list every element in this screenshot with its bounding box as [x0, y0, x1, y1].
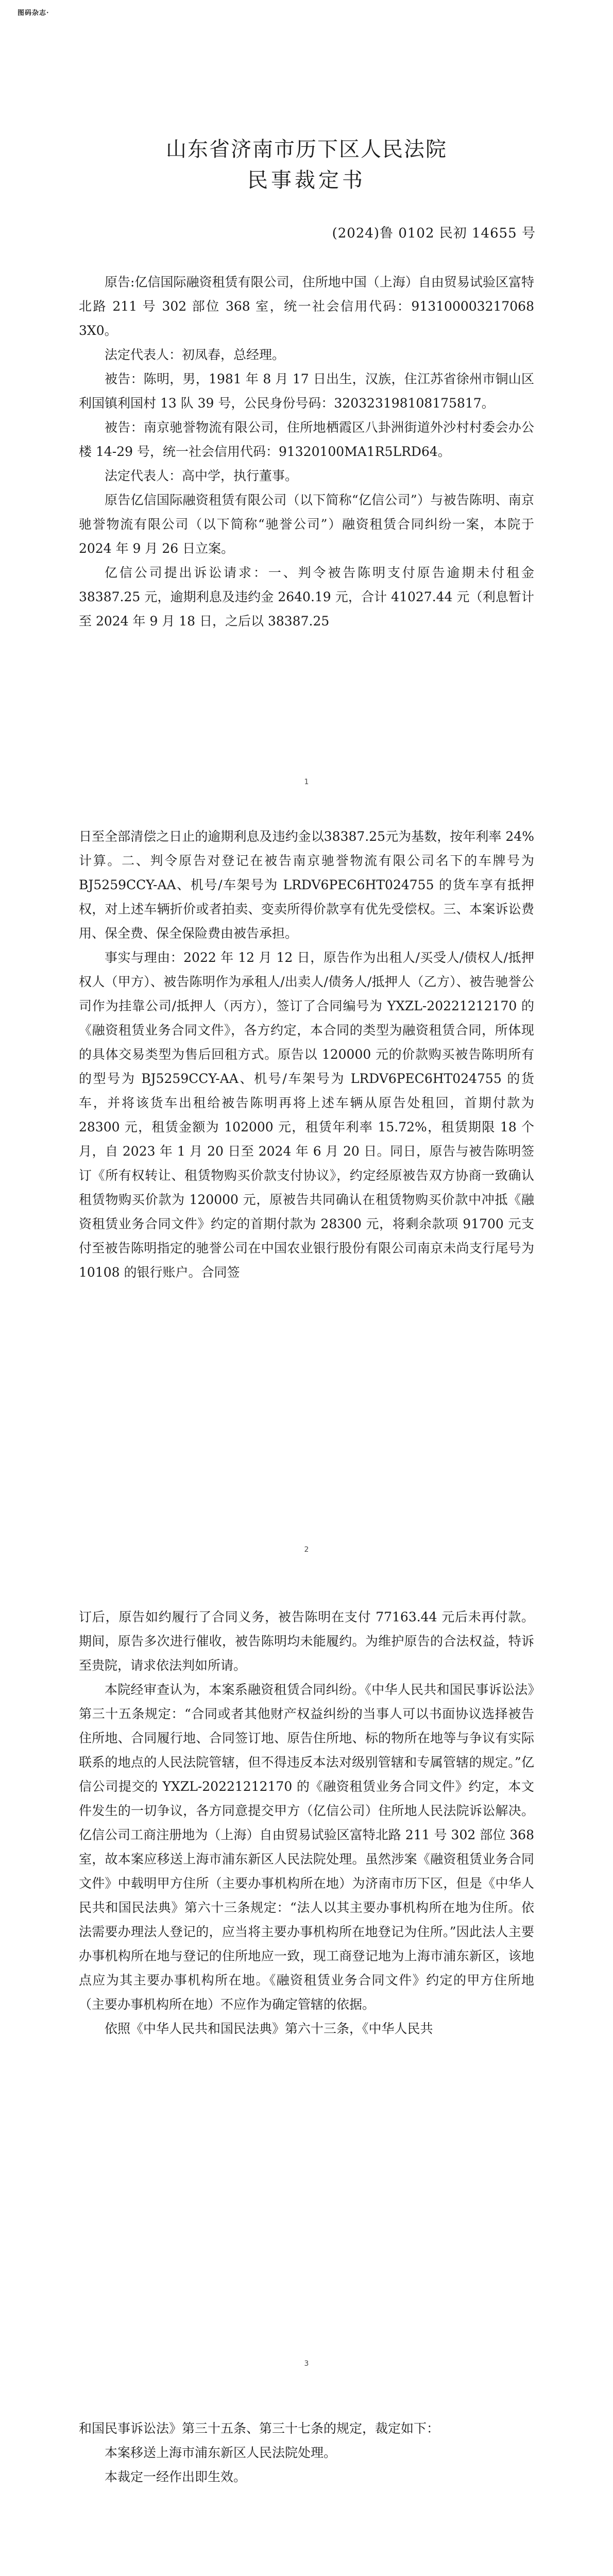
page-3-body	[79, 1605, 534, 2041]
paragraph: 本裁定一经作出即生效。	[105, 2469, 247, 2484]
page-1-body	[79, 270, 534, 633]
page-4-body	[79, 2416, 534, 2489]
paragraph: 事实与理由：2022 年 12 月 12 日，原告作为出租人/买受人/债权人/抵押权人（甲方）、被告陈明作为承租人/出卖人/债务人/抵押人（乙方）、被告驰誉公司作为挂靠公司/抵押人（丙方），签订了合同编号为 YXZL-20221212170 的《融资租赁业务合同文件》，各方约定，本合同的类型为融资租赁合同，所体现的具体交易类型为售后回租方式。原告以 120000 元的价款购买被告陈明所有的型号为 BJ5259CCY-AA、机号/车架号为 LRDV6PEC6HT024755 的货车，并将该货车出租给被告陈明再将上述车辆从原告处租回，首期付款为 28300 元，租赁金额为 102000 元，租赁年利率 15.72%，租赁期限 18 个月，自 2023 年 1 月 20 日至 2024 年 6 月 20 日。同日，原告与被告陈明签订《所有权转让、租赁物购买价款支付协议》，约定经原被告双方协商一致确认租赁物购买价款为 120000 元，原被告共同确认在租赁物购买价款中冲抵《融资租赁业务合同文件》约定的首期付款为 28300 元，将剩余款项 91700 元支付至被告陈明指定的驰誉公司在中国农业银行股份有限公司南京未尚支行尾号为 10108 的银行账户。合同签	[79, 950, 534, 1280]
header-logo	[18, 7, 49, 17]
paragraph: 原告:亿信国际融资租赁有限公司，住所地中国（上海）自由贸易试验区富特北路 211 号 302 部位 368 室，统一社会信用代码：913100003217068 3X0。	[79, 275, 534, 338]
document-title: 民事裁定书	[247, 168, 366, 192]
paragraph: 依照《中华人民共和国民法典》第六十三条，《中华人民共	[105, 2021, 433, 2036]
paragraph: 本院经审查认为，本案系融资租赁合同纠纷。《中华人民共和国民事诉讼法》第三十五条规定：“合同或者其他财产权益纠纷的当事人可以书面协议选择被告住所地、合同履行地、合同签订地、原告住所地、标的物所在地等与争议有实际联系的地点的人民法院管辖，但不得违反本法对级别管辖和专属管辖的规定。”亿信公司提交的 YXZL-20221212170 的《融资租赁业务合同文件》约定，本文件发生的一切争议，各方同意提交甲方（亿信公司）住所地人民法院诉讼解决。亿信公司工商注册地为（上海）自由贸易试验区富特北路 211 号 302 部位 368 室，故本案应移送上海市浦东新区人民法院处理。虽然涉案《融资租赁业务合同文件》中载明甲方住所（主要办事机构所在地）为济南市历下区，但是《中华人民共和国民法典》第六十三条规定：“法人以其主要办事机构所在地为住所。依法需要办理法人登记的，应当将主要办事机构所在地登记为住所。”因此法人主要办事机构所在地与登记的住所地应一致，现工商登记地为上海市浦东新区，该地点应为其主要办事机构所在地。《融资租赁业务合同文件》约定的甲方住所地（主要办事机构所在地）不应作为确定管辖的依据。	[79, 1682, 534, 2012]
page-2-body	[79, 824, 534, 1284]
logo-text: 图码杂志·	[18, 9, 49, 17]
paragraph: 法定代表人：初凤春，总经理。	[105, 347, 285, 362]
page-number: 2	[304, 1546, 309, 1554]
paragraph: 被告：陈明，男，1981 年 8 月 17 日出生，汉族，住江苏省徐州市铜山区利国镇利国村 13 队 39 号，公民身份号码：320323198108175817。	[79, 371, 534, 411]
paragraph: 原告亿信国际融资租赁有限公司（以下简称“亿信公司”）与被告陈明、南京驰誉物流有限公司（以下简称“驰誉公司”）融资租赁合同纠纷一案，本院于 2024 年 9 月 26 日立案。	[79, 493, 534, 556]
page-number: 3	[304, 2360, 309, 2368]
case-number: (2024)鲁 0102 民初 14655 号	[332, 226, 536, 241]
page-number: 1	[304, 778, 309, 786]
paragraph: 亿信公司提出诉讼请求：一、判令被告陈明支付原告逾期未付租金 38387.25 元，逾期利息及违约金 2640.19 元，合计 41027.44 元（利息暂计至 2024 年 9 月 18 日，之后以 38387.25	[79, 565, 534, 629]
paragraph: 日至全部清偿之日止的逾期利息及违约金以38387.25元为基数，按年利率 24%计算。二、判令原告对登记在被告南京驰誉物流有限公司名下的车牌号为 BJ5259CCY-AA、机号/车架号为 LRDV6PEC6HT024755 的货车享有抵押权，对上述车辆折价或者拍卖、变卖所得价款享有优先受偿权。三、本案诉讼费用、保全费、保全保险费由被告承担。	[79, 829, 534, 941]
paragraph: 被告：南京驰誉物流有限公司，住所地栖霞区八卦洲街道外沙村村委会办公楼 14-29 号，统一社会信用代码：91320100MA1R5LRD64。	[79, 420, 534, 459]
paragraph: 本案移送上海市浦东新区人民法院处理。	[105, 2445, 337, 2460]
paragraph: 订后，原告如约履行了合同义务，被告陈明在支付 77163.44 元后未再付款。期间，原告多次进行催收，被告陈明均未能履约。为维护原告的合法权益，特诉至贵院，请求依法判如所请。	[79, 1609, 534, 1673]
paragraph: 和国民事诉讼法》第三十五条、第三十七条的规定，裁定如下：	[79, 2421, 440, 2436]
court-title: 山东省济南市历下区人民法院	[166, 138, 447, 161]
paragraph: 法定代表人：高中学，执行董事。	[105, 468, 298, 483]
